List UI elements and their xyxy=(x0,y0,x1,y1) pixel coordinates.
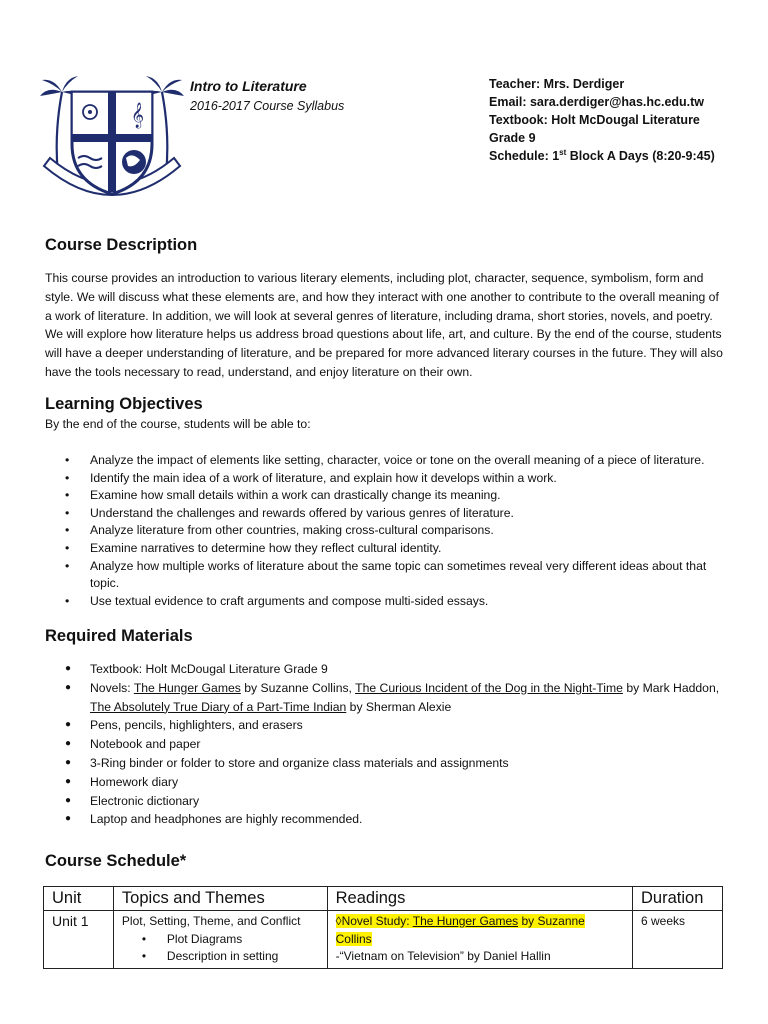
course-subtitle: 2016-2017 Course Syllabus xyxy=(190,99,345,113)
teacher-email: Email: sara.derdiger@has.hc.edu.tw xyxy=(489,95,705,109)
readings-cell: ◊Novel Study: The Hunger Games by Suzanne Collins -“Vietnam on Television” by Daniel Hallin xyxy=(327,911,632,969)
objectives-list xyxy=(45,452,725,610)
list-item: • Plot Diagrams xyxy=(122,931,319,949)
schedule-info: Schedule: 1st Block A Days (8:20-9:45) xyxy=(489,148,715,163)
novel-title: The Curious Incident of the Dog in the Night-Time xyxy=(355,680,623,695)
textbook-info: Textbook: Holt McDougal Literature xyxy=(489,113,700,127)
topic-cell: Plot, Setting, Theme, and Conflict • Plot Diagrams • Description in setting xyxy=(113,911,327,969)
list-item: ● Textbook: Holt McDougal Literature Grade 9 xyxy=(45,660,725,679)
objectives-intro: By the end of the course, students will be able to: xyxy=(45,417,311,431)
schedule-table xyxy=(43,886,723,969)
table-row xyxy=(44,911,723,969)
list-item: ● Homework diary xyxy=(45,773,725,792)
required-materials-heading: Required Materials xyxy=(45,627,193,645)
list-item: ● Novels: The Hunger Games by Suzanne Collins, The Curious Incident of the Dog in the Night-Time by Mark Haddon, The Absolutely True Diary of a Part-Time Indian by Sherman Alexie xyxy=(45,679,725,717)
list-item: • Analyze the impact of elements like setting, character, voice or tone on the overall meaning of a piece of literature. xyxy=(45,452,725,470)
course-description-heading: Course Description xyxy=(45,236,198,254)
materials-list xyxy=(45,660,725,829)
learning-objectives-heading: Learning Objectives xyxy=(45,395,203,413)
column-header: Unit xyxy=(44,887,114,911)
svg-text:𝄞: 𝄞 xyxy=(131,103,145,128)
column-header: Duration xyxy=(633,887,723,911)
list-item: • Description in setting xyxy=(122,948,319,966)
list-item: ● Electronic dictionary xyxy=(45,792,725,811)
course-description-text: This course provides an introduction to various literary elements, including plot, character, sequence, symbolism, form and style. We will discuss what these elements are, and how they interact with one another to contribute to the overall meaning of a work of literature. In addition, we will look at several genres of literature, including drama, short stories, novels, and poetry. We will explore how literature helps us address broad questions about life, art, and culture. By the end of the course, students will have a deeper understanding of literature, and be prepared for more advanced literary courses in the future. They will also have the tools necessary to read, understand, and enjoy literature on their own. xyxy=(45,271,723,379)
grade-info: Grade 9 xyxy=(489,131,536,145)
list-item: • Identify the main idea of a work of literature, and explain how it develops within a work. xyxy=(45,470,725,488)
list-item: • Examine narratives to determine how they reflect cultural identity. xyxy=(45,540,725,558)
column-header: Topics and Themes xyxy=(113,887,327,911)
list-item: ● Laptop and headphones are highly recommended. xyxy=(45,810,725,829)
novel-title: The Absolutely True Diary of a Part-Time Indian xyxy=(90,699,347,714)
list-item: ● 3-Ring binder or folder to store and organize class materials and assignments xyxy=(45,754,725,773)
list-item: • Understand the challenges and rewards offered by various genres of literature. xyxy=(45,505,725,523)
unit-cell: Unit 1 xyxy=(44,911,114,969)
list-item: • Use textual evidence to craft arguments and compose multi-sided essays. xyxy=(45,593,725,611)
column-header: Readings xyxy=(327,887,632,911)
reading-title: The Hunger Games xyxy=(412,914,519,928)
course-title: Intro to Literature xyxy=(190,78,307,94)
list-item: ● Pens, pencils, highlighters, and erasers xyxy=(45,716,725,735)
teacher-name: Teacher: Mrs. Derdiger xyxy=(489,77,625,91)
list-item: ● Notebook and paper xyxy=(45,735,725,754)
novel-title: The Hunger Games xyxy=(133,680,241,695)
school-crest-logo xyxy=(36,74,188,202)
table-header-row xyxy=(44,887,723,911)
duration-cell: 6 weeks xyxy=(633,911,723,969)
list-item: • Analyze literature from other countries, making cross-cultural comparisons. xyxy=(45,522,725,540)
list-item: • Analyze how multiple works of literature about the same topic can sometimes reveal very different ideas about that topic. xyxy=(45,558,725,593)
list-item: • Examine how small details within a work can drastically change its meaning. xyxy=(45,487,725,505)
course-schedule-heading: Course Schedule* xyxy=(45,852,187,870)
teacher-info xyxy=(489,75,715,165)
